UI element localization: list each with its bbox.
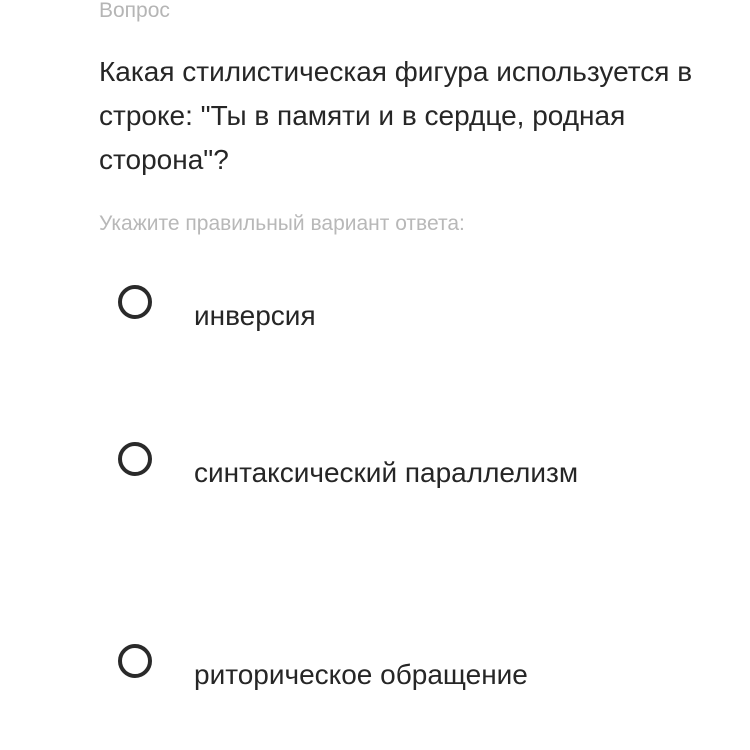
radio-button-icon[interactable] [118, 442, 152, 476]
answer-option-label: инверсия [194, 300, 316, 331]
answer-option-syntactic-parallelism[interactable] [118, 442, 678, 495]
radio-button-icon[interactable] [118, 644, 152, 678]
section-label: Вопрос [99, 0, 170, 22]
answer-option-label: риторическое обращение [194, 659, 528, 690]
radio-button-icon[interactable] [118, 285, 152, 319]
answer-option-label: синтаксический параллелизм [194, 457, 579, 488]
answer-option-inversion[interactable] [118, 285, 678, 338]
answer-option-rhetorical-address[interactable] [118, 644, 678, 697]
question-text: Какая стилистическая фигура используется в строке: "Ты в памяти и в сердце, родная сторона"? [99, 56, 693, 175]
answer-instruction: Укажите правильный вариант ответа: [99, 212, 465, 235]
